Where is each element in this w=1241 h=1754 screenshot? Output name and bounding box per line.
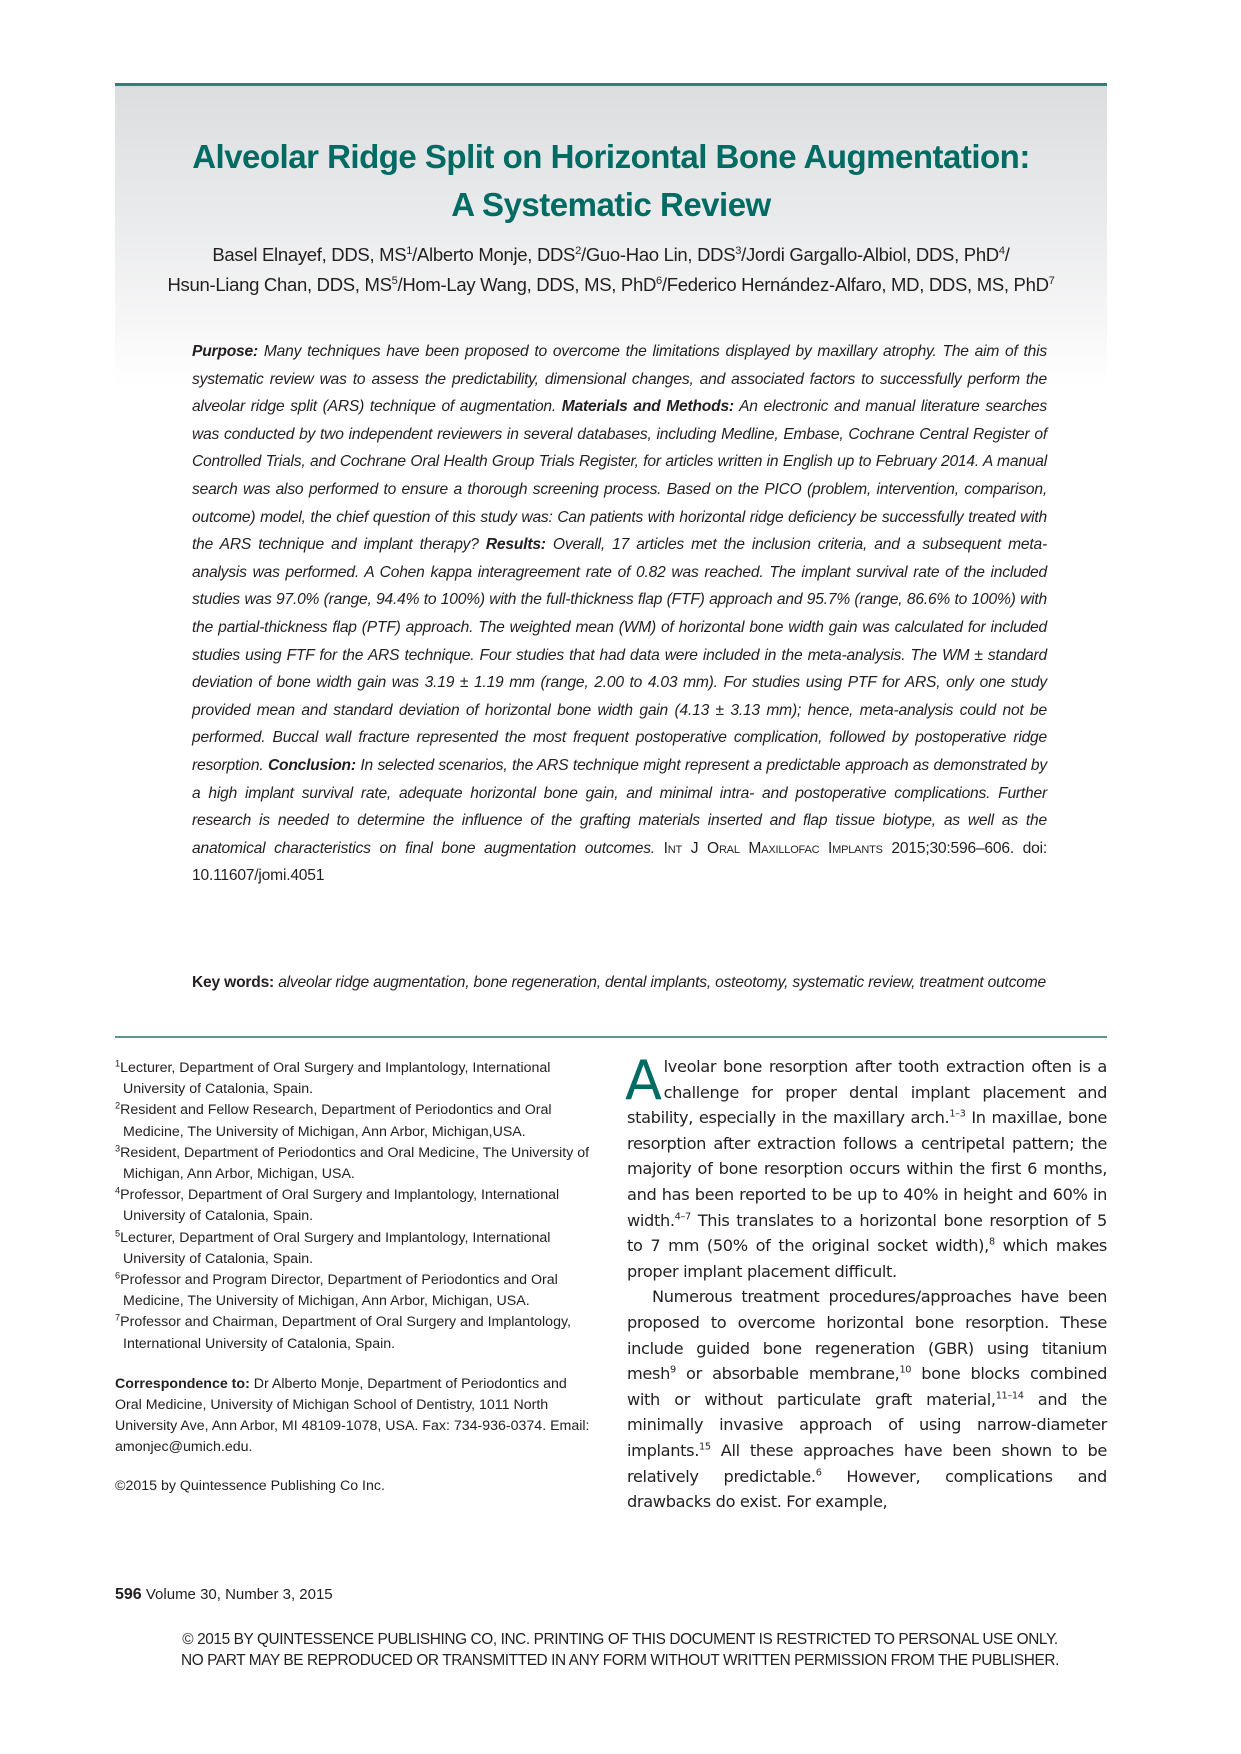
body-text: However, complications and drawbacks do exist. For example, xyxy=(627,1466,1107,1512)
abstract-purpose-label: Purpose: xyxy=(192,343,258,360)
citation-details: 2015;30:596–606. doi: 10.11607/jomi.4051 xyxy=(192,839,1048,885)
abstract-methods-label: Materials and Methods: xyxy=(561,398,734,416)
body-text: This translates to a horizontal bone resorption of 5 to 7 mm (50% of the original socket width), xyxy=(627,1210,1107,1256)
body-text: Numerous treatment procedures/approaches have been proposed to overcome horizontal bone resorption. These include guided bone regeneration (GBR) using titanium mesh xyxy=(627,1287,1107,1384)
issue-info: Volume 30, Number 3, 2015 xyxy=(141,1586,333,1603)
affiliation-item xyxy=(115,1143,595,1185)
correspondence-text: Dr Alberto Monje, Department of Periodontics and Oral Medicine, University of Michigan School of Dentistry, 1011 North University Ave, Ann Arbor, MI 48109-1078, USA. Fax: 734-936-0374. Email: amonjec@umich.edu. xyxy=(115,1375,590,1456)
affiliations-column xyxy=(115,1058,595,1497)
affiliation-text: Lecturer, Department of Oral Surgery and Implantology, International University of Catalonia, Spain. xyxy=(120,1060,551,1098)
page-folio xyxy=(115,1586,333,1604)
abstract-conclusion-text: In selected scenarios, the ARS technique might represent a predictable approach as demonstrated by a high implant survival rate, adequate horizontal bone gain, and minimal intra- and postoperative complications. Further research is needed to determine the influence of the grafting materials inserted and flap tissue biotype, as well as the anatomical characteristics on final bone augmentation outcomes. xyxy=(192,756,1047,857)
citation-ref: 9 xyxy=(670,1364,676,1376)
citation-journal: Int J Oral Maxillofac Implants xyxy=(663,839,883,857)
body-text: All these approaches have been shown to be relatively predictable. xyxy=(627,1440,1107,1486)
citation-ref: 1–3 xyxy=(949,1108,966,1120)
abstract-results-label: Results: xyxy=(485,536,546,554)
affiliation-text: Professor and Program Director, Department of Periodontics and Oral Medicine, The University of Michigan, Ann Arbor, Michigan, USA. xyxy=(120,1272,558,1310)
author-name: Guo-Hao Lin, DDS xyxy=(585,244,736,265)
author-affiliation-ref: 2 xyxy=(575,244,581,257)
article-title-line-1: Alveolar Ridge Split on Horizontal Bone Augmentation: xyxy=(192,138,1030,175)
abstract xyxy=(192,338,1047,890)
author-name: Federico Hernández-Alfaro, MD, DDS, MS, PhD xyxy=(666,274,1049,295)
author-name: Basel Elnayef, DDS, MS xyxy=(212,244,407,265)
keywords xyxy=(192,970,1047,996)
citation-ref: 15 xyxy=(699,1441,711,1453)
body-text: or absorbable membrane, xyxy=(675,1364,900,1384)
author-line-2: Hsun-Liang Chan, DDS, $MS^5/Hom$-Lay Wang, DDS, MS, PhD$^6$/Federico Hernández-Alfaro, MD, DDS, MS, PhD$^7$ xyxy=(167,274,1055,295)
affiliation-number: 1 xyxy=(115,1058,121,1069)
author-line-1: Basel Elnayef, DDS, $MS^1$/Alberto Monje, DDS$^2$/Guo-Hao Lin, DDS$^3$/Jordi Gargallo-Albiol, DDS, PhD$^4$/ xyxy=(212,244,1010,265)
section-divider xyxy=(115,1036,1107,1038)
abstract-conclusion-label: Conclusion: xyxy=(267,756,356,774)
affiliation-item xyxy=(115,1100,595,1142)
citation-ref: 4–7 xyxy=(674,1211,691,1223)
affiliation-number: 5 xyxy=(115,1227,121,1238)
citation-ref: 11–14 xyxy=(995,1390,1024,1402)
publisher-copyright: ©2015 by Quintessence Publishing Co Inc. xyxy=(115,1477,385,1494)
author-name: Hsun-Liang Chan, DDS, MS xyxy=(167,274,392,295)
copyright-notice-line-1: © 2015 BY QUINTESSENCE PUBLISHING CO, INC. PRINTING OF THIS DOCUMENT IS RESTRICTED TO PERSONAL USE ONLY. xyxy=(182,1631,1058,1648)
article-title xyxy=(115,133,1107,229)
affiliation-item xyxy=(115,1058,595,1100)
affiliation-text: Resident, Department of Periodontics and Oral Medicine, The University of Michigan, Ann Arbor, Michigan, USA. xyxy=(120,1144,590,1183)
body-text: lveolar bone resorption after tooth extraction often is a challenge for proper dental implant placement and stability, especially in the maxillary arch. xyxy=(627,1057,1107,1128)
body-text-column xyxy=(625,1049,1108,1515)
keywords-label: Key words: xyxy=(192,974,275,991)
affiliation-text: Professor, Department of Oral Surgery and Implantology, International University of Catalonia, Spain. xyxy=(120,1187,560,1225)
abstract-methods-text: An electronic and manual literature searches was conducted by two independent reviewers in several databases, including Medline, Embase, Cochrane Central Register of Controlled Trials, and Cochrane Oral Health Group Trials Register, for articles written in English up to February 2014. A manual search was also performed to ensure a thorough screening process. Based on the PICO (problem, intervention, comparison, outcome) model, the chief question of this study was: Can patients with horizontal ridge deficiency be successfully treated with the ARS technique and implant therapy? xyxy=(192,398,1047,554)
author-affiliation-ref: 5 xyxy=(391,274,398,287)
body-paragraph-2 xyxy=(627,1284,1107,1514)
affiliation-text: Lecturer, Department of Oral Surgery and Implantology, International University of Catalonia, Spain. xyxy=(120,1229,551,1267)
body-text: and the minimally invasive approach of using narrow-diameter implants. xyxy=(627,1389,1107,1460)
copyright-notice-line-2: NO PART MAY BE REPRODUCED OR TRANSMITTED IN ANY FORM WITHOUT WRITTEN PERMISSION FROM THE PUBLISHER. xyxy=(181,1652,1059,1669)
affiliation-text: Professor and Chairman, Department of Oral Surgery and Implantology, International University of Catalonia, Spain. xyxy=(120,1314,571,1352)
body-paragraph-1 xyxy=(625,1049,1108,1284)
author-name: Hom-Lay Wang, DDS, MS, PhD xyxy=(402,274,657,295)
affiliation-number: 7 xyxy=(115,1312,121,1323)
keywords-text: alveolar ridge augmentation, bone regeneration, dental implants, osteotomy, systematic review, treatment outcome xyxy=(274,974,1047,991)
affiliation-item xyxy=(115,1270,595,1312)
abstract-results-text: Overall, 17 articles met the inclusion criteria, and a subsequent meta-analysis was performed. A Cohen kappa interagreement rate of 0.82 was reached. The implant survival rate of the included studies was 97.0% (range, 94.4% to 100%) with the full-thickness flap (FTF) approach and 95.7% (range, 86.6% to 100%) with the partial-thickness flap (PTF) approach. The weighted mean (WM) of horizontal bone width gain was calculated for included studies using FTF for the ARS technique. Four studies that had data were included in the meta-analysis. The WM ± standard deviation of bone width gain was 3.19 ± 1.19 mm (range, 2.00 to 4.03 mm). For studies using PTF for ARS, only one study provided mean and standard deviation of horizontal bone width gain (4.13 ± 3.13 mm); hence, meta-analysis could not be performed. Buccal wall fracture represented the most frequent postoperative complication, followed by postoperative ridge resorption. xyxy=(192,536,1047,774)
affiliation-number: 2 xyxy=(115,1100,121,1111)
body-text: bone blocks combined with or without particulate graft material, xyxy=(627,1364,1107,1409)
drop-cap: A xyxy=(625,1049,662,1112)
citation-ref: 8 xyxy=(988,1236,995,1248)
author-affiliation-ref: 7 xyxy=(1048,274,1055,287)
page-number: 596 xyxy=(115,1586,142,1603)
correspondence-label: Correspondence to: xyxy=(115,1375,250,1392)
affiliation-item xyxy=(115,1312,595,1354)
author-name: Alberto Monje, DDS xyxy=(417,244,576,265)
affiliation-number: 6 xyxy=(115,1270,121,1281)
body-text: In maxillae, bone resorption after extraction follows a centripetal pattern; the majority of bone resorption occurs within the first 6 months, and has been reported to be up to 40% in height and 60% in width. xyxy=(627,1108,1107,1230)
affiliation-number: 3 xyxy=(115,1143,121,1154)
author-affiliation-ref: 6 xyxy=(656,274,662,287)
article-title-line-2: A Systematic Review xyxy=(451,186,771,223)
copyright-notice xyxy=(90,1629,1150,1671)
affiliation-item xyxy=(115,1185,595,1227)
body-text: which makes proper implant placement difficult. xyxy=(627,1236,1108,1281)
affiliation-item xyxy=(115,1228,595,1270)
citation-ref: 6 xyxy=(815,1467,822,1479)
author-list xyxy=(115,240,1107,300)
affiliation-text: Resident and Fellow Research, Department of Periodontics and Oral Medicine, The University of Michigan, Ann Arbor, Michigan,USA. xyxy=(120,1102,552,1140)
author-name: Jordi Gargallo-Albiol, DDS, PhD xyxy=(745,244,999,265)
affiliation-number: 4 xyxy=(115,1185,121,1196)
abstract-purpose-text: Many techniques have been proposed to overcome the limitations displayed by maxillary atrophy. The aim of this systematic review was to assess the predictability, dimensional changes, and associated factors to successfully perform the alveolar ridge split (ARS) technique of augmentation. xyxy=(192,343,1047,416)
author-affiliation-ref: 3 xyxy=(735,244,742,257)
correspondence xyxy=(115,1374,595,1459)
citation-ref: 10 xyxy=(899,1364,912,1376)
author-affiliation-ref: 1 xyxy=(406,244,413,257)
author-affiliation-ref: 4 xyxy=(998,244,1005,257)
